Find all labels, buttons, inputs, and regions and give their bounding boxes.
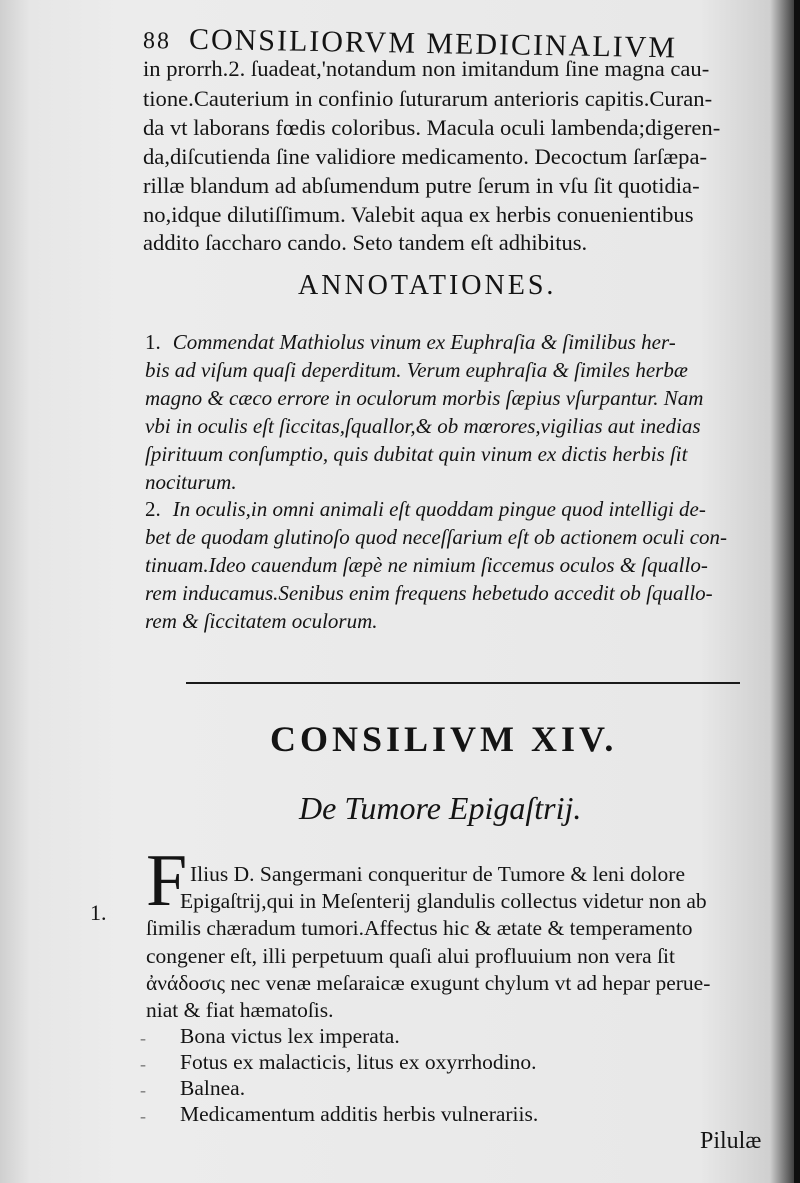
margin-dash: - xyxy=(140,1106,146,1126)
horizontal-rule xyxy=(186,682,740,684)
text-line: no,idque dilutiſſimum. Valebit aqua ex herbis conuenientibus xyxy=(143,202,694,227)
annotation-2-line: rem inducamus.Senibus enim frequens hebetudo accedit ob ſquallo- xyxy=(145,581,713,605)
annotation-1-line: ſpirituum conſumptio, quis dubitat quin vinum ex dictis herbis ſit xyxy=(145,442,688,466)
margin-dash: - xyxy=(140,1028,146,1048)
text-line: addito ſaccharo cando. Seto tandem eſt adhibitus. xyxy=(143,230,588,255)
consilium-subtitle: De Tumore Epigaſtrij. xyxy=(299,790,582,826)
annotation-1-text: Commendat Mathiolus vinum ex Euphraſia & ſimilibus her- xyxy=(172,330,676,354)
drop-cap: F xyxy=(146,840,188,922)
text-line: in prorrh.2. ſuadeat,'notandum non imitandum ſine magna cau- xyxy=(143,56,710,81)
annotation-2-line: bet de quodam glutinoſo quod neceſſarium eſt ob actionem oculi con- xyxy=(145,525,728,549)
margin-number: 1. xyxy=(90,900,107,925)
annotation-1-line: magno & cæco errore in oculorum morbis ſæpius vſurpantur. Nam xyxy=(145,386,704,410)
text-line: da vt laborans fœdis coloribus. Macula oculi lambenda;digeren- xyxy=(143,115,721,140)
text-line: congener eſt, illi perpetuum quaſi alui profluuium non vera ſit xyxy=(146,944,675,968)
annotations-heading: ANNOTATIONES. xyxy=(298,270,557,301)
text-line: da,diſcutienda ſine validiore medicamento. Decoctum ſarſæpa- xyxy=(143,144,708,169)
text-line: Epigaſtrij,qui in Meſenterij glandulis collectus videtur non ab xyxy=(180,889,707,913)
annotation-2-line xyxy=(145,497,706,522)
annotation-1-line: nociturum. xyxy=(145,470,237,494)
page-number: 88 xyxy=(142,28,172,55)
text-line: niat & fiat hæmatoſis. xyxy=(146,998,334,1022)
running-head-title: CONSILIORVM MEDICINALIVM xyxy=(188,22,678,65)
text-line: rillæ blandum ad abſumendum putre ſerum in vſu ſit quotidia- xyxy=(143,173,700,198)
list-item: Fotus ex malacticis, litus ex oxyrrhodino. xyxy=(180,1050,537,1074)
annotation-1-number: 1. xyxy=(145,330,161,354)
annotation-2-line: tinuam.Ideo cauendum ſæpè ne nimium ſiccemus oculos & ſquallo- xyxy=(145,553,708,577)
list-item: Bona victus lex imperata. xyxy=(180,1024,400,1048)
annotation-1-line xyxy=(145,330,676,355)
annotation-2-line: rem & ſiccitatem oculorum. xyxy=(145,609,378,633)
page-edge-shadow xyxy=(794,0,800,1183)
margin-dash: - xyxy=(140,1080,146,1100)
consilium-title: CONSILIVM XIV. xyxy=(270,719,618,759)
list-item: Medicamentum additis herbis vulnerariis. xyxy=(180,1102,539,1126)
annotation-2-text: In oculis,in omni animali eſt quoddam pingue quod intelligi de- xyxy=(172,497,706,521)
catchword: Pilulæ xyxy=(700,1128,762,1154)
annotation-2-number: 2. xyxy=(145,497,161,521)
list-item: Balnea. xyxy=(180,1076,246,1100)
text-line: ἀνάδοσις nec venæ meſaraicæ exugunt chylum vt ad hepar perue- xyxy=(146,971,711,995)
annotation-1-line: bis ad viſum quaſi deperditum. Verum euphraſia & ſimiles herbæ xyxy=(145,358,688,382)
annotation-1-line: vbi in oculis eſt ſiccitas,ſquallor,& ob mœrores,vigilias aut inedias xyxy=(145,414,701,438)
text-line: ſimilis chæradum tumori.Affectus hic & ætate & temperamento xyxy=(146,916,693,940)
text-line: tione.Cauterium in confinio ſuturarum anterioris capitis.Curan- xyxy=(143,86,713,111)
text-line: Ilius D. Sangermani conqueritur de Tumore & leni dolore xyxy=(190,862,686,886)
margin-dash: - xyxy=(140,1054,146,1074)
